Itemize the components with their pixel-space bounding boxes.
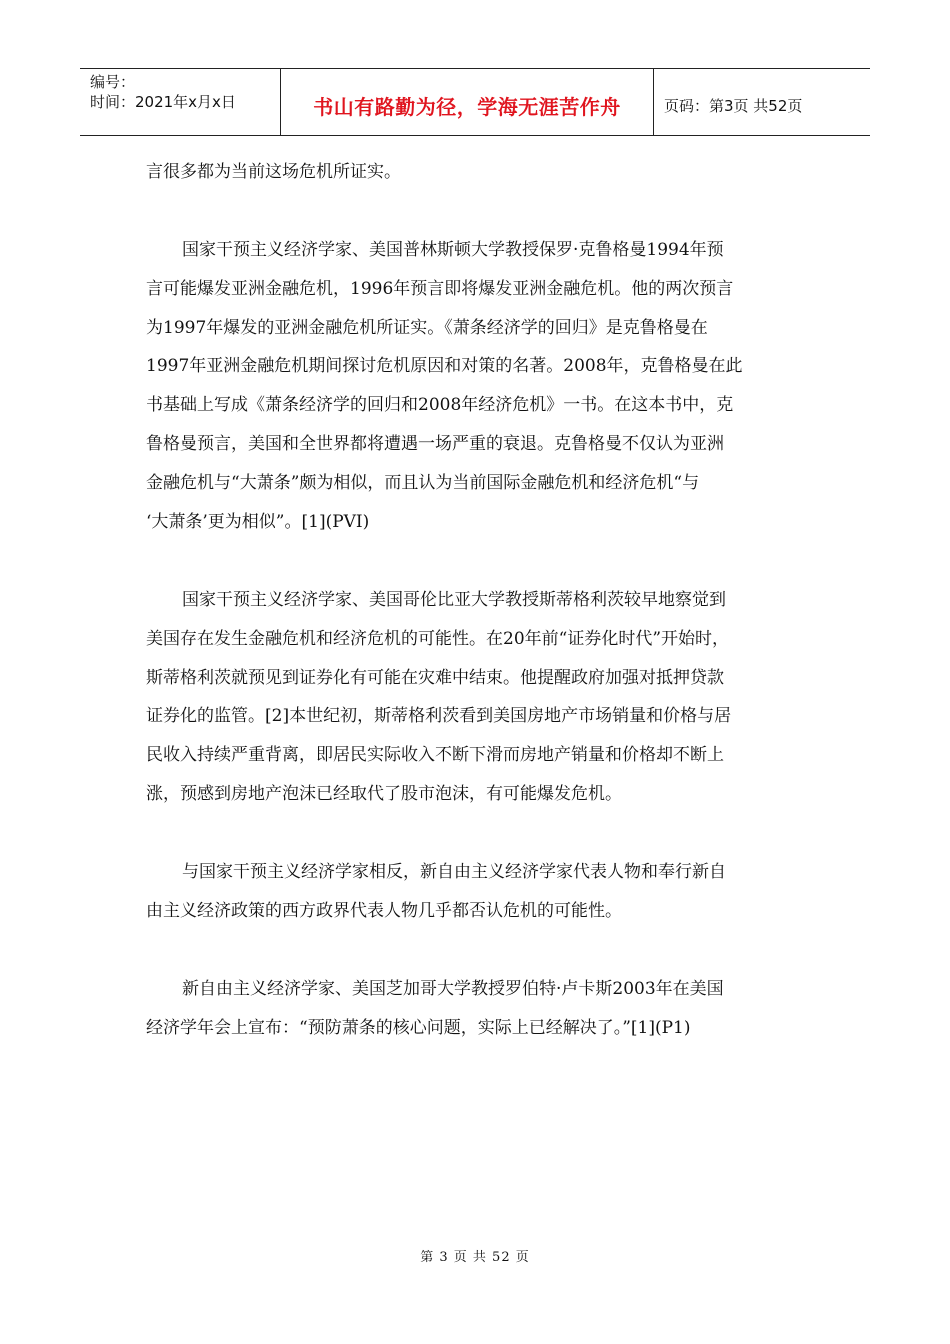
text-line: 斯蒂格利茨就预见到证券化有可能在灾难中结束。他提醒政府加强对抵押贷款 <box>146 667 724 688</box>
text-line: 证券化的监管。[2]本世纪初，斯蒂格利茨看到美国房地产市场销量和价格与居 <box>146 706 732 727</box>
text-line: 鲁格曼预言，美国和全世界都将遭遇一场严重的衰退。克鲁格曼不仅认为亚洲 <box>146 434 724 455</box>
page-footer: 第 3 页 共 52 页 <box>420 1250 530 1265</box>
paragraph <box>146 970 826 1048</box>
text-line: 1997年亚洲金融危机期间探讨危机原因和对策的名著。2008年，克鲁格曼在此 <box>146 356 743 377</box>
text-line: 与国家干预主义经济学家相反，新自由主义经济学家代表人物和奉行新自 <box>182 862 726 883</box>
paragraph <box>146 581 826 814</box>
text-line: 美国存在发生金融危机和经济危机的可能性。在20年前“证券化时代”开始时， <box>146 628 730 649</box>
text-line: 经济学年会上宣布：“预防萧条的核心问题，实际上已经解决了。”[1](P1) <box>146 1017 691 1038</box>
header-meta-cell <box>80 69 281 135</box>
text-line: 国家干预主义经济学家、美国普林斯顿大学教授保罗·克鲁格曼1994年预 <box>182 239 724 260</box>
doc-number-label: 编号： <box>90 73 136 91</box>
text-line: ‘大萧条’更为相似”。[1](PVI) <box>146 512 370 533</box>
text-line: 金融危机与“大萧条”颇为相似，而且认为当前国际金融危机和经济危机“与 <box>146 473 700 494</box>
paragraph <box>146 231 826 542</box>
header-motto: 书山有路勤为径，学海无涯苦作舟 <box>281 69 654 135</box>
text-line: 由主义经济政策的西方政界代表人物几乎都否认危机的可能性。 <box>146 900 622 921</box>
text-line: 言可能爆发亚洲金融危机，1996年预言即将爆发亚洲金融危机。他的两次预言 <box>146 278 734 299</box>
document-body <box>146 153 826 1047</box>
text-line: 民收入持续严重背离，即居民实际收入不断下滑而房地产销量和价格却不断上 <box>146 745 724 766</box>
text-line: 言很多都为当前这场危机所证实。 <box>146 162 401 182</box>
header-page-info: 页码：第3页 共52页 <box>664 96 803 115</box>
text-line: 新自由主义经济学家、美国芝加哥大学教授罗伯特·卢卡斯2003年在美国 <box>182 978 724 999</box>
text-line: 涨，预感到房地产泡沫已经取代了股市泡沫，有可能爆发危机。 <box>146 784 622 805</box>
text-line: 为1997年爆发的亚洲金融危机所证实。《萧条经济学的回归》是克鲁格曼在 <box>146 317 708 338</box>
paragraph <box>146 153 826 192</box>
text-line: 书基础上写成《萧条经济学的回归和2008年经济危机》一书。在这本书中，克 <box>146 395 734 416</box>
paragraph <box>146 853 826 931</box>
page-header <box>80 68 870 136</box>
doc-time-label: 时间：2021年x月x日 <box>90 93 236 111</box>
text-line: 国家干预主义经济学家、美国哥伦比亚大学教授斯蒂格利茨较早地察觉到 <box>182 589 726 610</box>
